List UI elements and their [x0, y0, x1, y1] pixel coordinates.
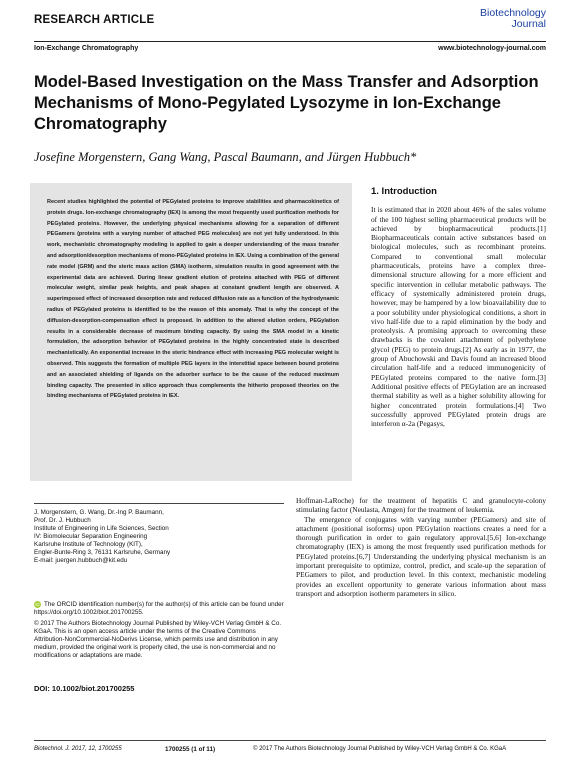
journal-logo-line1: Biotechnology: [480, 7, 546, 19]
license-text: © 2017 The Authors Biotechnology Journal Published by Wiley-VCH Verlag GmbH & Co. KGaA. This is an open access article under the terms of the Creative Commons Attribution-NonCommercial-NoDerivs License, which permits use and distribution in any medium, provided the original work is properly cited, the use is non-commercial and no modifications or adaptations are made.: [34, 620, 282, 659]
journal-logo: [446, 8, 546, 30]
article-title: Model-Based Investigation on the Mass Transfer and Adsorption Mechanisms of Mono-Pegylated Lysozyme in Ion-Exchange Chromatography: [34, 73, 539, 133]
author-list: Josefine Morgenstern, Gang Wang, Pascal Baumann, and Jürgen Hubbuch*: [34, 150, 417, 164]
intro-paragraph-1: It is estimated that in 2020 about 46% of the sales volume of the 100 highest selling pharmaceutical products will be achieved by biopharmaceutical products.[1] Biopharmaceuticals contain active substances based on biological molecules, such as recombinant proteins. Compared to conventional small molecular pharmaceuticals, proteins have a complex three-dimensional structure allowing for a more efficient and specific intervention in cellular metabolic pathways. The efficacy of systemically administered protein drugs, however, may be hampered by a low bioavailability due to a poor solubility under physiological conditions, a short in vivo half-life due to a rapid elimination by the body and proteolysis. A promising approach to overcoming these drawbacks is the covalent attachment of polyethylene glycol (PEG) to protein drugs.[2] As early as in 1977, the group of Abuchowski and Davis found an increased blood circulation half-life and a reduced immunogenicity of PEGylated proteins compared to the native form.[3] Additional positive effects of PEGylation are an increased thermal stability as well as a higher solubility allowing for higher concentrated protein formulations.[4] Two successfully approved PEGylated protein drugs are interferon α-2a (Pegasys,: [371, 205, 546, 429]
introduction-column: [371, 187, 546, 428]
introduction-continued: [296, 496, 546, 598]
orcid-icon[interactable]: iD: [35, 602, 40, 607]
intro-paragraph-2: The emergence of conjugates with varying number (PEGamers) and site of attachment (positional isoforms) upon PEGylation reactions creates a need for a thorough purification in order to gain regulatory approval.[5,6] Ion-exchange chromatography (IEX) is among the most frequently used purification methods for PEGylated proteins.[6,7] Understanding the underlying physical mechanism is an important prerequisite to optimize, control, predict, and scale-up the separation of PEGamers to pilot, and production level. In this context, mechanistic modeling provides an excellent opportunity to generate various information about mass transport and adsorption isotherm parameters in silico.: [296, 514, 546, 598]
journal-url[interactable]: www.biotechnology-journal.com: [438, 45, 546, 52]
affiliation-line: Institute of Engineering in Life Sciences, Section: [34, 525, 169, 532]
section-heading-introduction: 1. Introduction: [371, 186, 437, 197]
affiliation-email[interactable]: E-mail: juergen.hubbuch@kit.edu: [34, 557, 128, 564]
footer-page-number: 1700255 (1 of 11): [165, 746, 216, 753]
orcid-note: [34, 601, 284, 617]
footer-rule: [34, 740, 546, 741]
orcid-text: The ORCID identification number(s) for the author(s) of this article can be found under https://doi.org/10.1002/biot.201700255.: [34, 601, 284, 617]
footer-citation: Biotechnol. J. 2017, 12, 1700255: [34, 746, 122, 752]
affiliation-block: [34, 509, 284, 565]
abstract-text: Recent studies highlighted the potential of PEGylated proteins to improve stabilities and pharmacokinetics of protein drugs. Ion-exchange chromatography (IEX) is among the most frequently used purification methods for PEGylated proteins. However, the underlying physical mechanisms allowing for a separation of different PEGamers (proteins with a varying number of attached PEG molecules) are not yet fully understood. In this work, mechanistic chromatography modeling is applied to gain a deeper understanding of the mass transfer and adsorption/desorption mechanisms of mono-PEGylated proteins in IEX. Using a combination of the general rate model (GRM) and the steric mass action (SMA) isotherm, simulation results in good agreement with the experimental data are achieved. During linear gradient elution of proteins attached with PEG of different molecular weight, similar peak heights, and peak shapes at constant gradient length are observed. A superimposed effect of increased desorption rate and reduced diffusion rate as a function of the hydrodynamic radius of PEGylated proteins is identified to be the reason of this anomaly. That is why the concept of the diffusion-desorption-compensation effect is proposed. In addition to the altered elution orders, PEGylation results in a considerable decrease of maximum binding capacity. By using the SMA model in a kinetic formulation, the adsorption behavior of PEGylated proteins in the highly concentrated state is described mechanistically. An exponential increase in the steric hindrance effect with increasing PEG molecular weight is observed. This suggests the formation of multiple PEG layers in the interstitial space between bound proteins and an associated shielding of ligands on the adsorber surface to be the cause of the reduced maximum binding capacity. The presented in silico approach thus complements the hitherto proposed theories on the binding mechanisms of PEGylated proteins in IEX.: [47, 199, 339, 400]
affiliation-line: IV: Biomolecular Separation Engineering: [34, 533, 148, 540]
doi-link[interactable]: DOI: 10.1002/biot.201700255: [34, 684, 135, 693]
affiliation-line: Prof. Dr. J. Hubbuch: [34, 517, 91, 524]
journal-logo-line2: Journal: [511, 18, 546, 30]
affiliation-line: Karlsruhe Institute of Technology (KIT),: [34, 541, 143, 548]
abstract-box: [30, 183, 352, 481]
header-rule: [34, 41, 546, 42]
footer-copyright: © 2017 The Authors Biotechnology Journal Published by Wiley-VCH Verlag GmbH & Co. KGaA: [253, 746, 507, 752]
affiliation-line: J. Morgenstern, G. Wang, Dr.-Ing P. Baumann,: [34, 509, 164, 516]
affiliation-rule: [34, 503, 284, 504]
intro-paragraph-1-continued: Hoffman-LaRoche) for the treatment of hepatitis C and granulocyte-colony stimulating factor (Neulasta, Amgen) for the treatment of leukemia.: [296, 496, 546, 515]
article-category: Ion-Exchange Chromatography: [34, 45, 139, 52]
article-type-label: RESEARCH ARTICLE: [34, 14, 155, 26]
affiliation-line: Engler-Bunte-Ring 3, 76131 Karlsruhe, Germany: [34, 549, 171, 556]
